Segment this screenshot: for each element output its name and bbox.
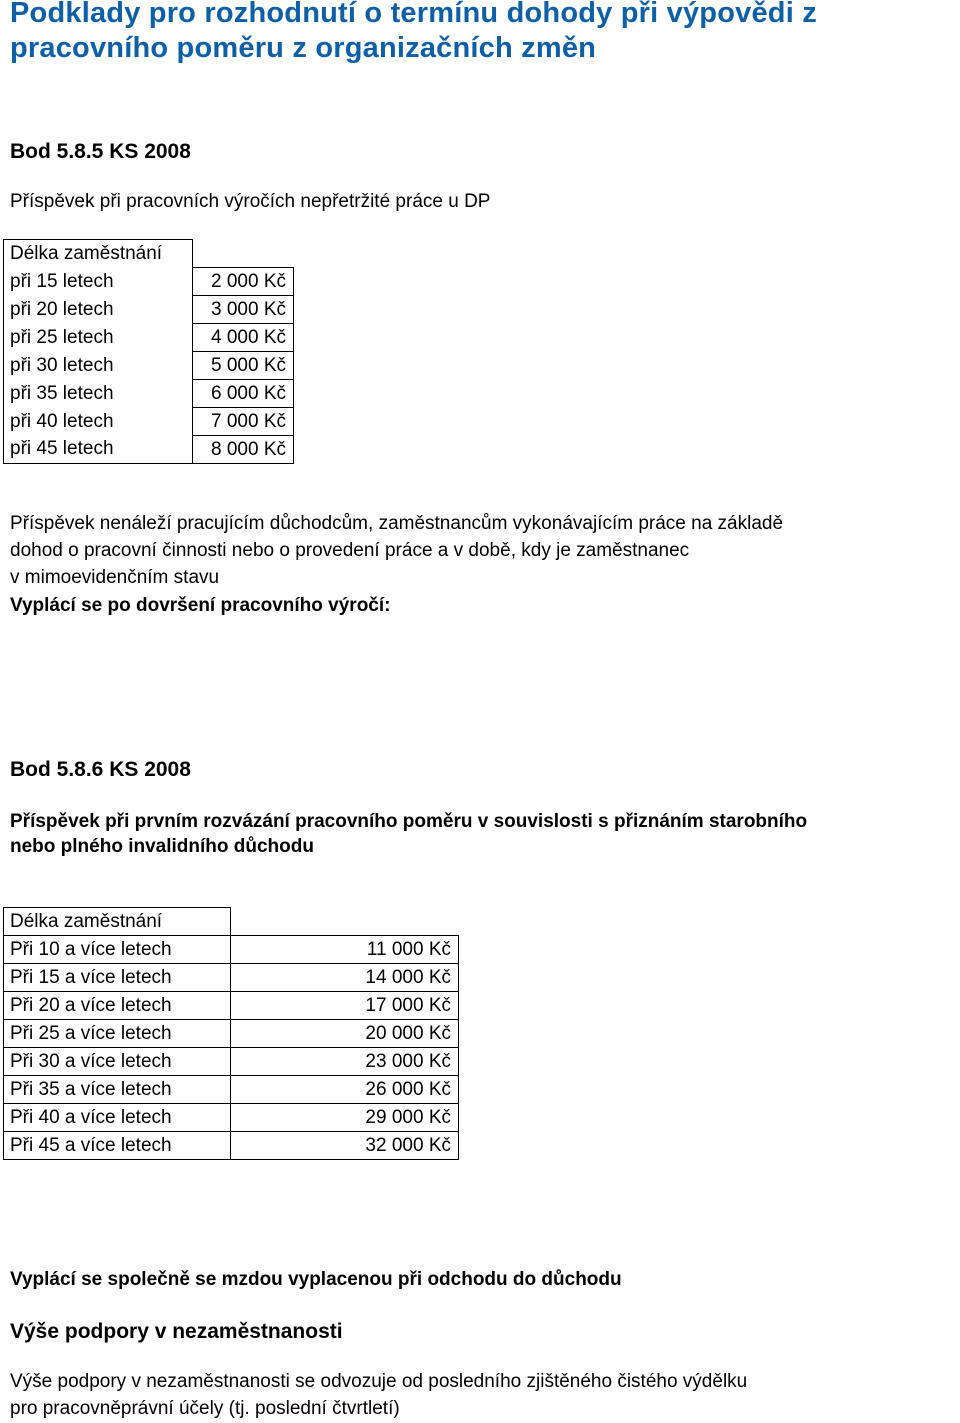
table-row: [4, 351, 294, 379]
page-title: Podklady pro rozhodnutí o termínu dohody při výpovědi z pracovního poměru z organizačních změn: [10, 0, 817, 64]
table-row: [4, 267, 294, 295]
row-label: Při 10 a více letech: [4, 936, 231, 964]
table-header-cell: Délka zaměstnání: [4, 908, 231, 936]
row-label: při 20 letech: [4, 295, 193, 323]
row-value: 29 000 Kč: [231, 1104, 459, 1132]
section1-note-line1: Příspěvek nenáleží pracujícím důchodcům, zaměstnancům vykonávajícím práce na základě: [10, 513, 784, 534]
row-value: 26 000 Kč: [231, 1076, 459, 1104]
section3-line2: pro pracovněprávní účely (tj. poslední čtvrtletí): [10, 1398, 400, 1419]
row-value: 14 000 Kč: [231, 964, 459, 992]
section2-subheading-line1: Příspěvek při prvním rozvázání pracovního poměru v souvislosti s přiznáním starobního: [10, 811, 808, 832]
row-value: 8 000 Kč: [193, 435, 294, 463]
table-row: [4, 435, 294, 463]
table-row: [4, 992, 459, 1020]
row-value: 2 000 Kč: [193, 267, 294, 295]
row-label: Při 40 a více letech: [4, 1104, 231, 1132]
section3-line1: Výše podpory v nezaměstnanosti se odvozuje od posledního zjištěného čistého výdělku: [10, 1371, 748, 1392]
row-label: při 30 letech: [4, 351, 193, 379]
row-value: 7 000 Kč: [193, 407, 294, 435]
table-row: [4, 1048, 459, 1076]
table-row: [4, 323, 294, 351]
row-value: 5 000 Kč: [193, 351, 294, 379]
table-row: [4, 407, 294, 435]
row-label: Při 15 a více letech: [4, 964, 231, 992]
section2-heading: Bod 5.8.6 KS 2008: [10, 758, 191, 781]
section1-subheading: Příspěvek při pracovních výročích nepřetržité práce u DP: [10, 191, 491, 212]
table-row: [4, 1104, 459, 1132]
table-row: [4, 1132, 459, 1160]
section1-payout-note: Vyplácí se po dovršení pracovního výročí:: [10, 595, 391, 616]
row-value: 11 000 Kč: [231, 936, 459, 964]
row-label: při 35 letech: [4, 379, 193, 407]
section1-heading: Bod 5.8.5 KS 2008: [10, 140, 191, 163]
row-value: 17 000 Kč: [231, 992, 459, 1020]
retirement-table: [3, 907, 459, 1160]
row-label: Při 45 a více letech: [4, 1132, 231, 1160]
row-value: 4 000 Kč: [193, 323, 294, 351]
section3-heading: Výše podpory v nezaměstnanosti: [10, 1320, 343, 1343]
table-row: [4, 1020, 459, 1048]
table-row: [4, 936, 459, 964]
row-label: při 45 letech: [4, 435, 193, 463]
table-row: [4, 964, 459, 992]
section2-payout-note: Vyplácí se společně se mzdou vyplacenou při odchodu do důchodu: [10, 1269, 622, 1290]
row-label: Při 20 a více letech: [4, 992, 231, 1020]
row-value: 6 000 Kč: [193, 379, 294, 407]
table-row: [4, 379, 294, 407]
row-label: Při 35 a více letech: [4, 1076, 231, 1104]
table-row: [4, 295, 294, 323]
row-value: 23 000 Kč: [231, 1048, 459, 1076]
row-value: 20 000 Kč: [231, 1020, 459, 1048]
row-label: při 25 letech: [4, 323, 193, 351]
row-label: Při 25 a více letech: [4, 1020, 231, 1048]
row-label: při 15 letech: [4, 267, 193, 295]
section2-subheading-line2: nebo plného invalidního důchodu: [10, 836, 314, 857]
anniversary-table: [3, 239, 294, 464]
section1-note-line3: v mimoevidenčním stavu: [10, 567, 220, 588]
row-label: při 40 letech: [4, 407, 193, 435]
section1-note-line2: dohod o pracovní činnosti nebo o provedení práce a v době, kdy je zaměstnanec: [10, 540, 690, 561]
table-header-cell: Délka zaměstnání: [4, 240, 193, 268]
row-label: Při 30 a více letech: [4, 1048, 231, 1076]
row-value: 3 000 Kč: [193, 295, 294, 323]
table-row: [4, 1076, 459, 1104]
row-value: 32 000 Kč: [231, 1132, 459, 1160]
